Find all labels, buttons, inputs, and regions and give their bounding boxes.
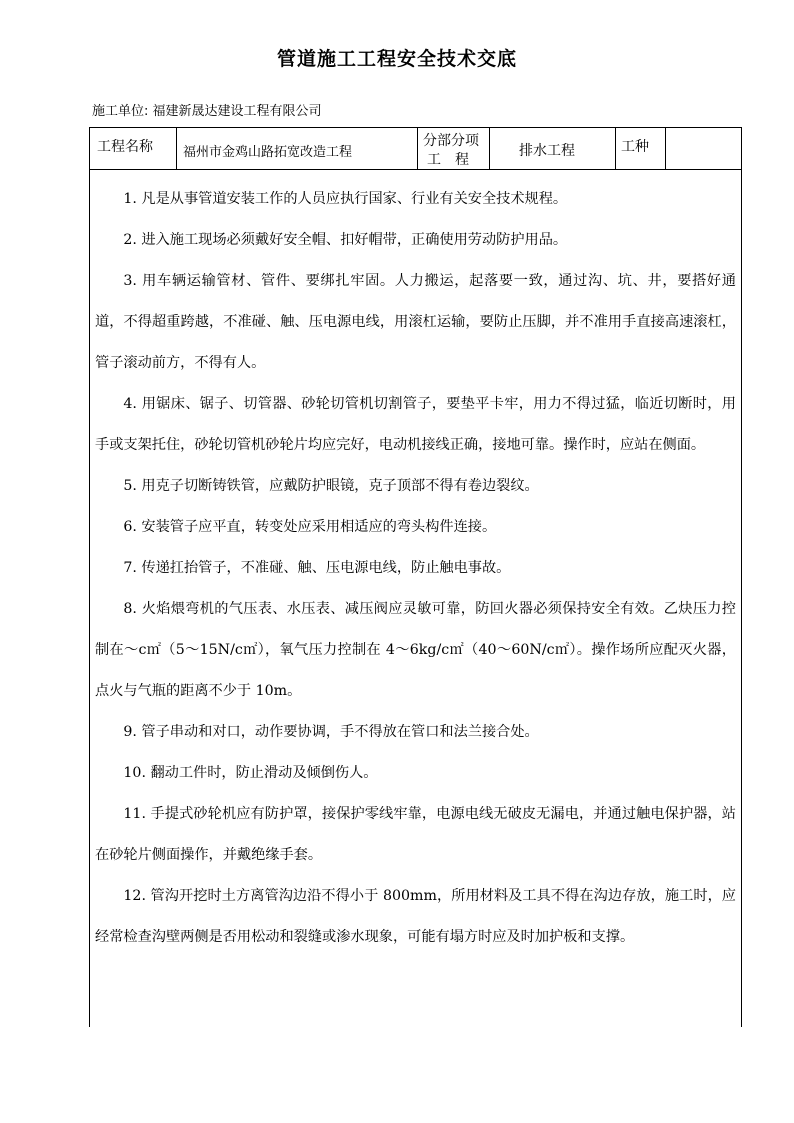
table-border-top (89, 127, 742, 128)
list-item: 12. 管沟开挖时土方离管沟边沿不得小于 800mm，所用材料及工具不得在沟边存放，施工时，应经常检查沟壁两侧是否用松动和裂缝或渗水现象，可能有塌方时应及时加护板和支撑。 (95, 888, 736, 945)
list-item: 9. 管子串动和对口，动作要协调，手不得放在管口和法兰接合处。 (123, 724, 539, 740)
header-col-divider-1 (176, 127, 177, 169)
list-item: 3. 用车辆运输管材、管件、要绑扎牢固。人力搬运，起落要一致，通过沟、坑、井，要搭好通道，不得超重跨越，不准碰、触、压电源电线，用滚杠运输，要防止压脚，并不准用手直接高速滚杠，管子滚动前方，不得有人。 (95, 273, 736, 371)
list-item: 5. 用克子切断铸铁管，应戴防护眼镜，克子顶部不得有卷边裂纹。 (123, 478, 539, 494)
construction-unit-line: 施工单位: 福建新晟达建设工程有限公司 (92, 104, 322, 119)
table-border-right (741, 127, 742, 1027)
sub-project-label-line2: 工 程 (427, 152, 469, 168)
header-col-divider-2 (417, 127, 418, 169)
header-col-divider-3 (489, 127, 490, 169)
list-item: 8. 火焰煨弯机的气压表、水压表、减压阀应灵敏可靠，防回火器必须保持安全有效。乙炔压力控制在～c㎡（5～15N/c㎡），氧气压力控制在 4～6kg/c㎡（40～60N/c㎡）。操作场所应配灭火器，点火与气瓶的距离不少于 10m。 (95, 601, 736, 699)
list-item: 10. 翻动工件时，防止滑动及倾倒伤人。 (123, 765, 378, 781)
project-name-value: 福州市金鸡山路拓宽改造工程 (183, 145, 353, 160)
list-item: 2. 进入施工现场必须戴好安全帽、扣好帽带，正确使用劳动防护用品。 (123, 232, 568, 248)
list-item: 4. 用锯床、锯子、切管器、砂轮切管机切割管子，要垫平卡牢，用力不得过猛，临近切断时，用手或支架托住，砂轮切管机砂轮片均应完好，电动机接线正确，接地可靠。操作时，应站在侧面。 (95, 396, 736, 453)
work-type-label: 工种 (621, 139, 649, 155)
briefing-content (95, 179, 736, 958)
header-col-divider-4 (615, 127, 616, 169)
sub-project-value: 排水工程 (519, 143, 575, 159)
document-title: 管道施工工程安全技术交底 (276, 48, 517, 70)
project-name-label: 工程名称 (97, 139, 153, 155)
list-item: 7. 传递扛抬管子，不准碰、触、压电源电线，防止触电事故。 (123, 560, 511, 576)
list-item: 6. 安装管子应平直，转变处应采用相适应的弯头构件连接。 (123, 519, 497, 535)
sub-project-label-line1: 分部分项 (423, 133, 479, 149)
safety-briefing-table (89, 127, 742, 1027)
table-border-left (89, 127, 90, 1027)
header-row-divider (89, 169, 742, 170)
header-col-divider-5 (665, 127, 666, 169)
list-item: 11. 手提式砂轮机应有防护罩，接保护零线牢靠，电源电线无破皮无漏电，并通过触电保护器，站在砂轮片侧面操作，并戴绝缘手套。 (95, 806, 736, 863)
list-item: 1. 凡是从事管道安装工作的人员应执行国家、行业有关安全技术规程。 (123, 191, 568, 207)
